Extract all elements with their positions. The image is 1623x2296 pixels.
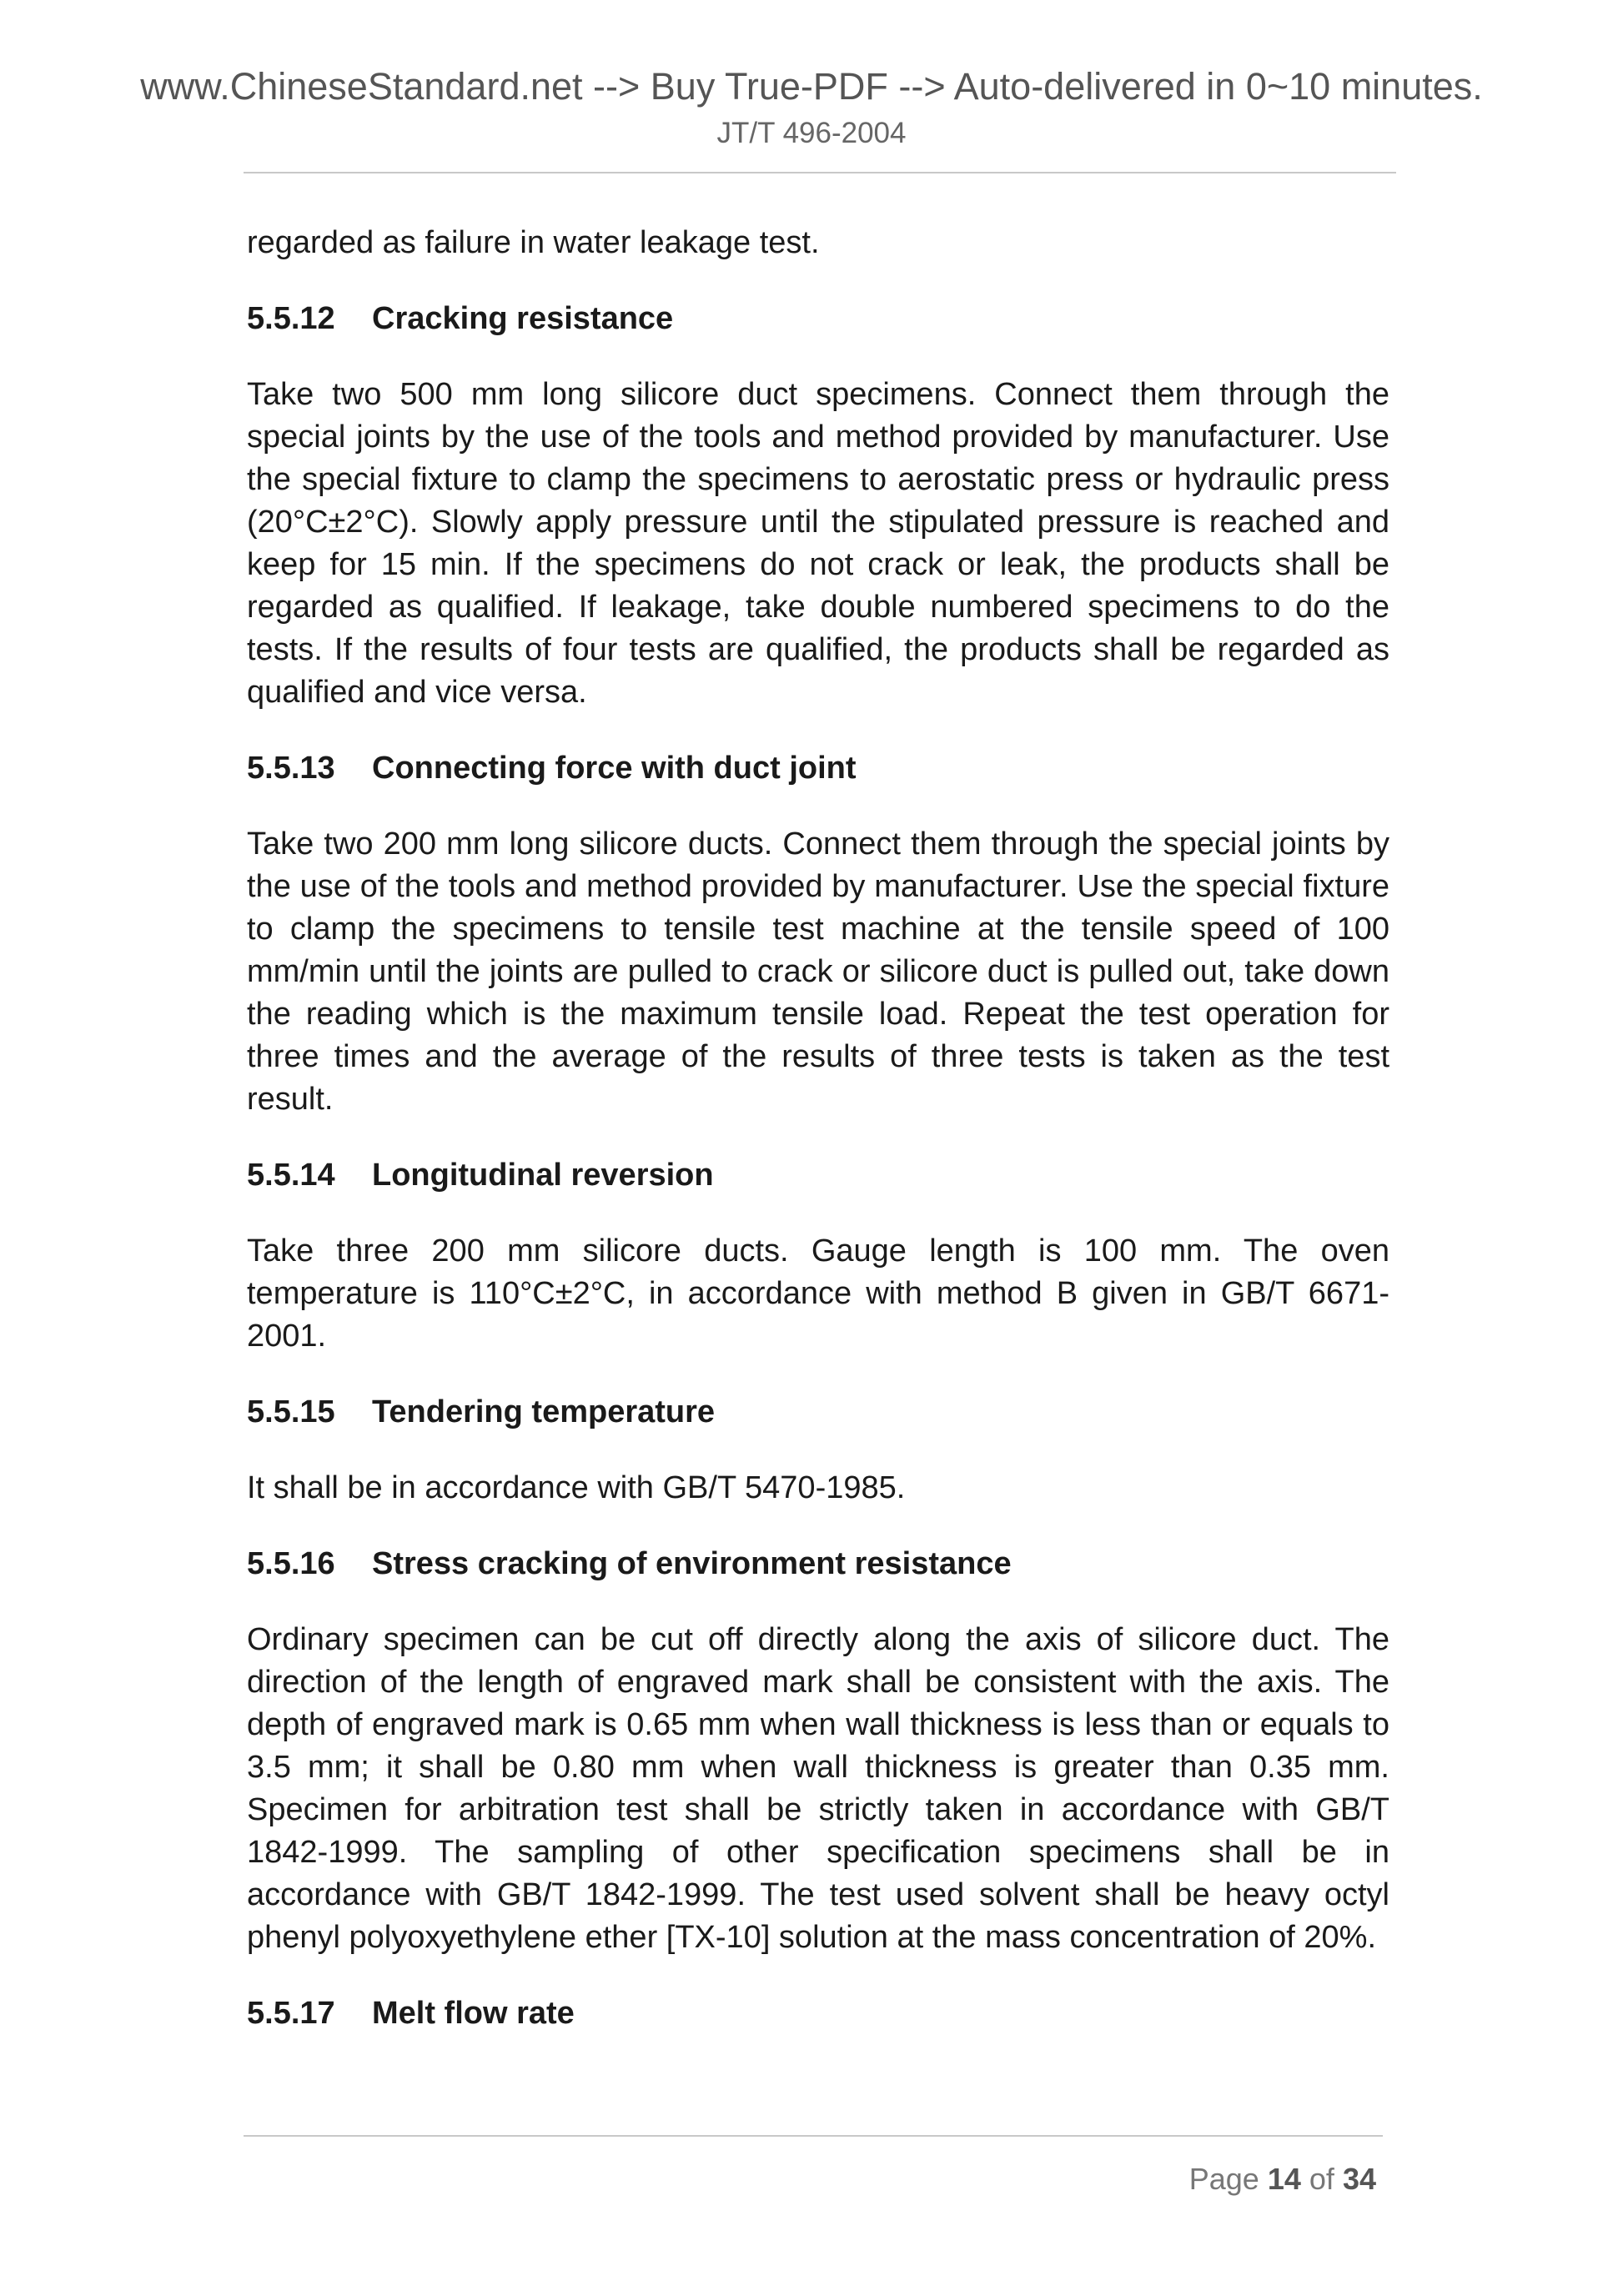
section-number: 5.5.15 [247,1394,335,1429]
section-heading-5-5-14 [247,1154,1389,1197]
header-divider [244,172,1396,173]
section-title: Melt flow rate [372,1996,575,2031]
section-title: Tendering temperature [372,1394,716,1429]
section-title: Cracking resistance [372,301,674,336]
section-heading-5-5-13 [247,747,1389,790]
footer-divider [244,2135,1383,2137]
section-number: 5.5.12 [247,301,335,336]
section-paragraph-5-5-12: Take two 500 mm long silicore duct specimens. Connect them through the special joints by the use of the tools and method provided by manufacturer. Use the special fixture to clamp the specimens to aerostatic press or hydraulic press (20°C±2°C). Slowly apply pressure until the stipulated pressure is reached and keep for 15 min. If the specimens do not crack or leak, the products shall be regarded as qualified. If leakage, take double numbered specimens to do the tests. If the results of four tests are qualified, the products shall be regarded as qualified and vice versa. [247,377,1389,710]
section-number: 5.5.14 [247,1158,335,1193]
site-banner[interactable]: www.ChineseStandard.net --> Buy True-PDF --> Auto-delivered in 0~10 minutes. [140,65,1483,108]
current-page-number: 14 [1267,2162,1301,2196]
section-paragraph-5-5-16: Ordinary specimen can be cut off directly along the axis of silicore duct. The direction of the length of engraved mark shall be consistent with the axis. The depth of engraved mark is 0.65 mm when wall thickness is less than or equals to 3.5 mm; it shall be 0.80 mm when wall thickness is greater than 0.35 mm. Specimen for arbitration test shall be strictly taken in accordance with GB/T 1842-1999. The sampling of other specification specimens shall be in accordance with GB/T 1842-1999. The test used solvent shall be heavy octyl phenyl polyoxyethylene ether [TX-10] solution at the mass concentration of 20%. [247,1622,1389,1955]
page-indicator [1189,2160,1376,2198]
section-title: Longitudinal reversion [372,1158,714,1193]
section-paragraph-5-5-14: Take three 200 mm silicore ducts. Gauge length is 100 mm. The oven temperature is 110°C±2°C, in accordance with method B given in GB/T 6671-2001. [247,1233,1389,1354]
section-heading-5-5-17 [247,1992,1389,2035]
page-of-word: of [1309,2162,1334,2196]
section-title: Connecting force with duct joint [372,751,857,786]
continued-paragraph: regarded as failure in water leakage test. [247,225,820,260]
section-number: 5.5.16 [247,1546,335,1581]
section-number: 5.5.13 [247,751,335,786]
total-page-count: 34 [1342,2162,1376,2196]
section-title: Stress cracking of environment resistance [372,1546,1012,1581]
section-paragraph-5-5-15: It shall be in accordance with GB/T 5470-1985. [247,1470,906,1505]
document-number: JT/T 496-2004 [716,117,907,149]
section-heading-5-5-12 [247,298,1389,340]
section-heading-5-5-15 [247,1391,1389,1434]
section-number: 5.5.17 [247,1996,335,2031]
document-body [247,222,1389,2035]
section-heading-5-5-16 [247,1543,1389,1585]
page-word: Page [1188,2162,1259,2196]
section-paragraph-5-5-13: Take two 200 mm long silicore ducts. Connect them through the special joints by the use of the tools and method provided by manufacturer. Use the special fixture to clamp the specimens to tensile test machine at the tensile speed of 100 mm/min until the joints are pulled to crack or silicore duct is pulled out, take down the reading which is the maximum tensile load. Repeat the test operation for three times and the average of the results of three tests is taken as the test result. [247,826,1389,1117]
